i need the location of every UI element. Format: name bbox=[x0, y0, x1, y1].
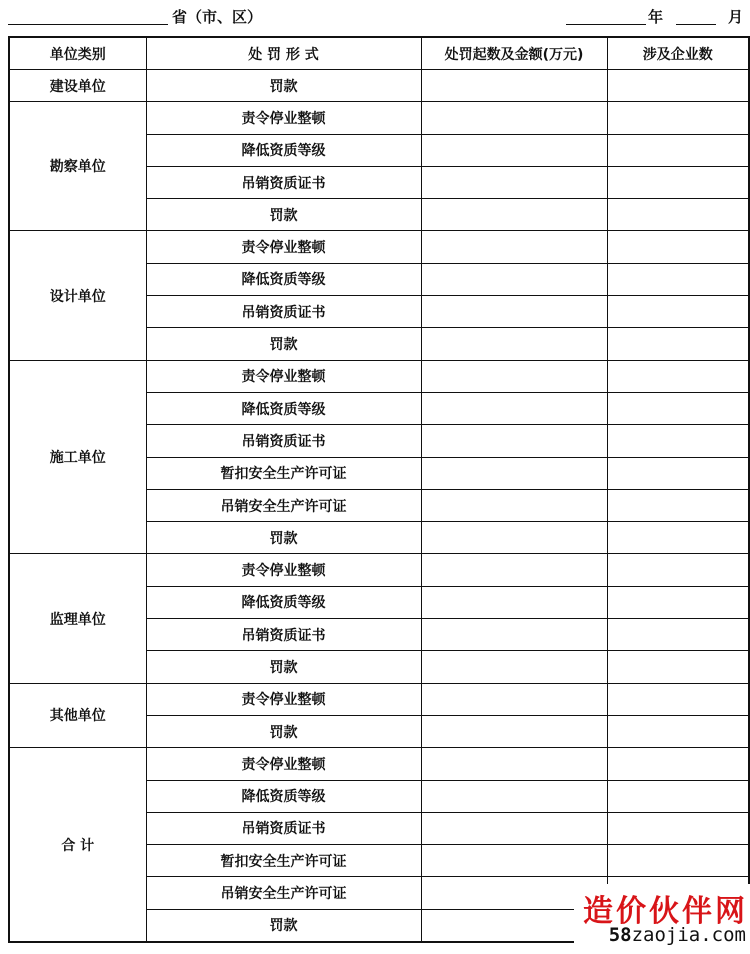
enterprise-count-cell[interactable] bbox=[607, 812, 749, 844]
penalty-count-amount-cell[interactable] bbox=[421, 683, 607, 715]
penalty-form-cell: 降低资质等级 bbox=[146, 392, 421, 424]
enterprise-count-cell[interactable] bbox=[607, 134, 749, 166]
unit-type-cell: 施工单位 bbox=[9, 360, 146, 554]
year-label: 年 bbox=[648, 8, 664, 26]
penalty-form-cell: 降低资质等级 bbox=[146, 134, 421, 166]
penalty-count-amount-cell[interactable] bbox=[421, 166, 607, 198]
penalty-form-cell: 吊销资质证书 bbox=[146, 296, 421, 328]
watermark-url-prefix: 58 bbox=[608, 924, 632, 946]
penalty-count-amount-cell[interactable] bbox=[421, 199, 607, 231]
table-row bbox=[9, 70, 749, 102]
year-blank bbox=[566, 24, 646, 25]
enterprise-count-cell[interactable] bbox=[607, 360, 749, 392]
enterprise-count-cell[interactable] bbox=[607, 715, 749, 747]
table-row bbox=[9, 360, 749, 392]
penalty-form-cell: 吊销安全生产许可证 bbox=[146, 489, 421, 521]
watermark-url bbox=[609, 924, 746, 946]
month-label: 月 bbox=[728, 8, 744, 26]
penalty-form-cell: 罚款 bbox=[146, 651, 421, 683]
penalty-form-cell: 罚款 bbox=[146, 328, 421, 360]
penalty-count-amount-cell[interactable] bbox=[421, 586, 607, 618]
table-row bbox=[9, 554, 749, 586]
enterprise-count-cell[interactable] bbox=[607, 651, 749, 683]
penalty-count-amount-cell[interactable] bbox=[421, 425, 607, 457]
penalty-form-cell: 责令停业整顿 bbox=[146, 554, 421, 586]
penalty-form-cell: 吊销资质证书 bbox=[146, 812, 421, 844]
penalty-form-cell: 降低资质等级 bbox=[146, 263, 421, 295]
penalty-count-amount-cell[interactable] bbox=[421, 554, 607, 586]
enterprise-count-cell[interactable] bbox=[607, 586, 749, 618]
penalty-form-cell: 罚款 bbox=[146, 909, 421, 942]
enterprise-count-cell[interactable] bbox=[607, 199, 749, 231]
penalty-form-cell: 吊销资质证书 bbox=[146, 166, 421, 198]
month-blank bbox=[676, 24, 716, 25]
table-row bbox=[9, 231, 749, 263]
penalty-count-amount-cell[interactable] bbox=[421, 780, 607, 812]
penalty-count-amount-cell[interactable] bbox=[421, 522, 607, 554]
penalty-form-cell: 责令停业整顿 bbox=[146, 683, 421, 715]
col-penalty-count-amount: 处罚起数及金额(万元) bbox=[421, 37, 607, 70]
penalty-form-cell: 责令停业整顿 bbox=[146, 231, 421, 263]
table-body bbox=[9, 70, 749, 943]
penalty-form-cell: 吊销资质证书 bbox=[146, 619, 421, 651]
penalty-count-amount-cell[interactable] bbox=[421, 231, 607, 263]
penalty-count-amount-cell[interactable] bbox=[421, 489, 607, 521]
province-label: 省（市、区） bbox=[172, 8, 263, 26]
enterprise-count-cell[interactable] bbox=[607, 166, 749, 198]
unit-type-cell: 合 计 bbox=[9, 748, 146, 942]
col-unit-type: 单位类别 bbox=[9, 37, 146, 70]
penalty-count-amount-cell[interactable] bbox=[421, 263, 607, 295]
penalty-form-cell: 罚款 bbox=[146, 70, 421, 102]
penalty-count-amount-cell[interactable] bbox=[421, 328, 607, 360]
penalty-table bbox=[8, 36, 750, 943]
penalty-count-amount-cell[interactable] bbox=[421, 619, 607, 651]
penalty-count-amount-cell[interactable] bbox=[421, 812, 607, 844]
col-penalty-form: 处 罚 形 式 bbox=[146, 37, 421, 70]
watermark-url-rest: zaojia.com bbox=[631, 924, 746, 946]
site-watermark bbox=[574, 884, 750, 954]
enterprise-count-cell[interactable] bbox=[607, 263, 749, 295]
penalty-form-cell: 责令停业整顿 bbox=[146, 748, 421, 780]
enterprise-count-cell[interactable] bbox=[607, 522, 749, 554]
watermark-cn: 造价伙伴网 bbox=[583, 894, 748, 929]
penalty-form-cell: 吊销安全生产许可证 bbox=[146, 877, 421, 909]
enterprise-count-cell[interactable] bbox=[607, 489, 749, 521]
penalty-count-amount-cell[interactable] bbox=[421, 102, 607, 134]
penalty-count-amount-cell[interactable] bbox=[421, 748, 607, 780]
enterprise-count-cell[interactable] bbox=[607, 231, 749, 263]
table-row bbox=[9, 748, 749, 780]
enterprise-count-cell[interactable] bbox=[607, 748, 749, 780]
enterprise-count-cell[interactable] bbox=[607, 457, 749, 489]
penalty-count-amount-cell[interactable] bbox=[421, 392, 607, 424]
province-blank bbox=[8, 24, 168, 25]
enterprise-count-cell[interactable] bbox=[607, 70, 749, 102]
unit-type-cell: 监理单位 bbox=[9, 554, 146, 683]
penalty-count-amount-cell[interactable] bbox=[421, 360, 607, 392]
penalty-form-cell: 降低资质等级 bbox=[146, 780, 421, 812]
enterprise-count-cell[interactable] bbox=[607, 296, 749, 328]
penalty-count-amount-cell[interactable] bbox=[421, 715, 607, 747]
penalty-form-cell: 暂扣安全生产许可证 bbox=[146, 845, 421, 877]
penalty-count-amount-cell[interactable] bbox=[421, 651, 607, 683]
penalty-form-cell: 责令停业整顿 bbox=[146, 360, 421, 392]
enterprise-count-cell[interactable] bbox=[607, 392, 749, 424]
enterprise-count-cell[interactable] bbox=[607, 425, 749, 457]
penalty-count-amount-cell[interactable] bbox=[421, 70, 607, 102]
enterprise-count-cell[interactable] bbox=[607, 328, 749, 360]
unit-type-cell: 其他单位 bbox=[9, 683, 146, 748]
col-enterprise-count: 涉及企业数 bbox=[607, 37, 749, 70]
enterprise-count-cell[interactable] bbox=[607, 780, 749, 812]
enterprise-count-cell[interactable] bbox=[607, 619, 749, 651]
penalty-form-cell: 降低资质等级 bbox=[146, 586, 421, 618]
penalty-form-cell: 罚款 bbox=[146, 715, 421, 747]
unit-type-cell: 建设单位 bbox=[9, 70, 146, 102]
penalty-form-cell: 罚款 bbox=[146, 199, 421, 231]
penalty-count-amount-cell[interactable] bbox=[421, 296, 607, 328]
penalty-form-cell: 暂扣安全生产许可证 bbox=[146, 457, 421, 489]
penalty-count-amount-cell[interactable] bbox=[421, 134, 607, 166]
unit-type-cell: 勘察单位 bbox=[9, 102, 146, 231]
penalty-count-amount-cell[interactable] bbox=[421, 457, 607, 489]
enterprise-count-cell[interactable] bbox=[607, 102, 749, 134]
unit-type-cell: 设计单位 bbox=[9, 231, 146, 360]
enterprise-count-cell[interactable] bbox=[607, 683, 749, 715]
enterprise-count-cell[interactable] bbox=[607, 554, 749, 586]
table-row bbox=[9, 102, 749, 134]
table-row bbox=[9, 683, 749, 715]
penalty-count-amount-cell[interactable] bbox=[421, 845, 607, 877]
penalty-form-cell: 吊销资质证书 bbox=[146, 425, 421, 457]
penalty-form-cell: 责令停业整顿 bbox=[146, 102, 421, 134]
form-header bbox=[0, 0, 750, 34]
enterprise-count-cell[interactable] bbox=[607, 845, 749, 877]
penalty-form-cell: 罚款 bbox=[146, 522, 421, 554]
header-row bbox=[9, 37, 749, 70]
